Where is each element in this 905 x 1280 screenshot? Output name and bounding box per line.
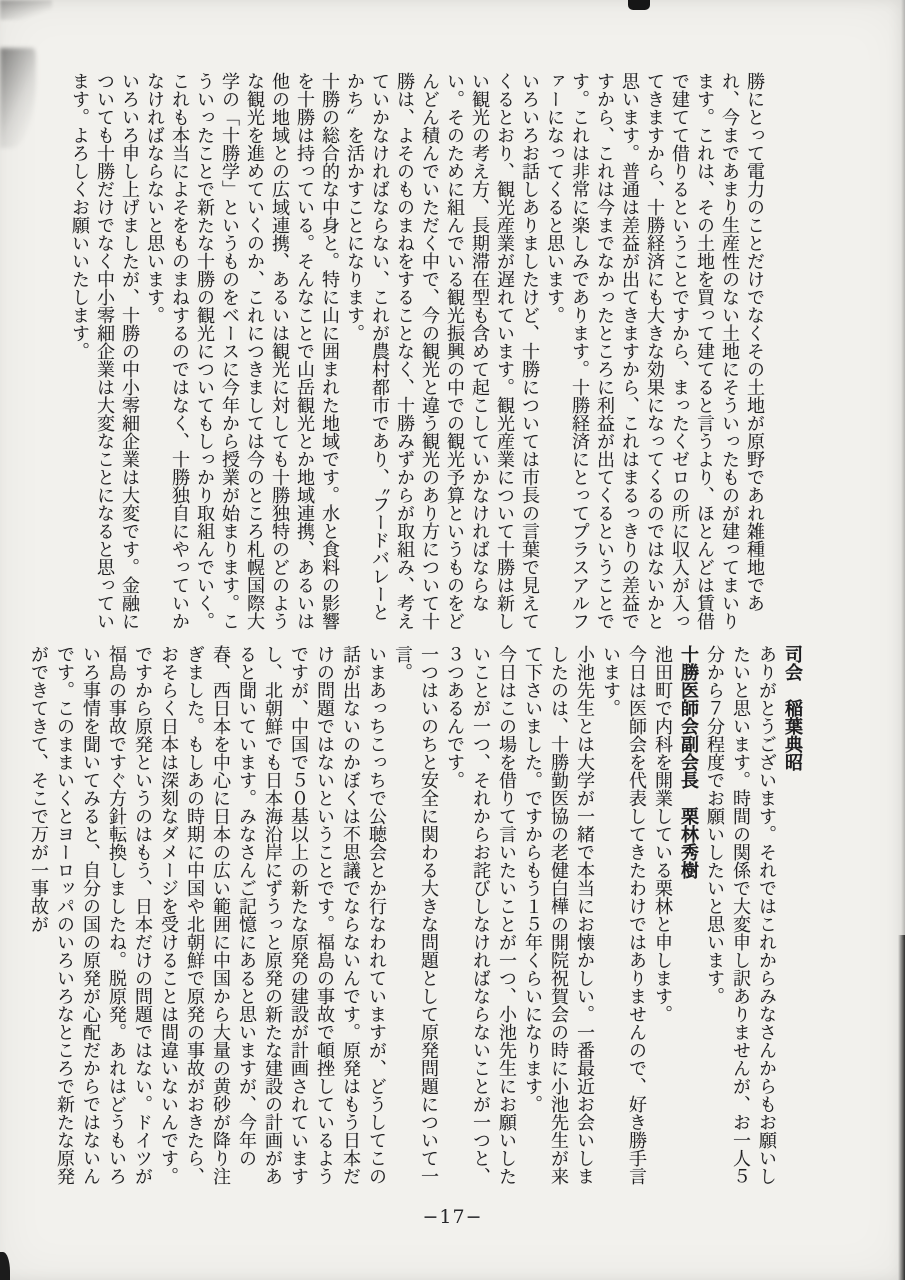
paragraph: 勝にとって電力のことだけでなくその土地が原野であれ雑種地であれ、今まであまり生産性のない土地にそういったものが建ってまいります。これは、その土地を買って建てると言うより、ほとんどは賃借で建てて借りるということですから、まったくゼロの所に収入が入ってきますから、十勝経済にも大きな効果になってくるのではないかと思います。普通は差益が出てきますから、これはまるっきりの差益ですから、これは今までなかったところに利益が出てくるということです。これは非常に楽しみであります。十勝経済にとってプラスアルファーになってくると思います。: [544, 72, 765, 630]
scan-artifact-bottom-left-mark: [0, 1252, 10, 1280]
paragraph: ありがとうございます。それではこれからみなさんからもお願いしたいと思います。時間の関係で大変申し訳ありませんが、お一人５分から７分程度でお願いしたいと思います。: [704, 645, 777, 1185]
scan-artifact-top-left-smudge: [0, 48, 36, 148]
paragraph: いまあっちこっちで公聴会とか行なわれていますが、どうしてこの話が出ないのかぼくは不思議でならないんです。原発はもう日本だけの問題ではないということです。福島の事故で頓挫しているようですが、中国で５０基以上の新たな原発の建設が計画されていますし、北朝鮮でも日本海沿岸にずうっと原発の新たな建設の計画があると聞いています。みなさんご記憶にあると思いますが、今年の春、西日本を中心に日本の広い範囲に中国から大量の黄砂が降り注ぎました。もしあの時期に中国や北朝鮮で原発の事故がおきたら、おそらく日本は深刻なダメージを受けることは間違いないんです。ですから原発というのはもう、日本だけの問題ではない。ドイツが福島の事故ですぐ方針転換しましたね。脱原発。あれはどうもいろいろ事情を聞いてみると、自分の国の原発が心配だからではないんです。このままいくとヨーロッパのいろいろなところで新たな原発ができてきて、そこで万が一事故が: [28, 645, 387, 1185]
paragraph: 一つはいのちと安全に関わる大きな問題として原発問題について一言。: [392, 645, 439, 1185]
paragraph: いろいろ申し上げましたが、十勝の中小零細企業は大変です。金融についても十勝だけでなく中小零細企業は大変なことになると思っています。よろしくお願いいたします。: [69, 72, 140, 630]
paragraph: いろいろお話しありましたけど、十勝については市長の言葉で見えてくるとおり、観光産業が遅れています。観光産業について十勝は新しい観光の考え方、長期滞在型も含めて起こしていかなければならない。そのために組んでいる観光振興の中での観光予算というものをどんどん積んでいただく中で、今の観光と違う観光のあり方について十勝は、よそのものまねをすることなく、十勝みずからが取組み、考えていかなければならない、これが農村都市であり、〝フードバレーとかち〟を活かすことになります。: [344, 72, 540, 630]
bottom-text-block: [28, 645, 805, 1193]
paragraph: 小池先生とは大学が一緒で本当にお懐かしい。一番最近お会いしましたのは、十勝勤医協の老健白樺の開院祝賀会の時に小池先生が来て下さいました。ですからもう１５年くらいになります。: [522, 645, 595, 1185]
scan-artifact-top-mark: [628, 0, 650, 10]
page-number: −17−: [422, 1206, 483, 1228]
paragraph: 今日はこの場を借りて言いたいことが一つ、小池先生にお願いしたいことが一つ、それからお詫びしなければならないことが一つと、３つあるんです。: [444, 645, 517, 1185]
scan-artifact-right-edge-soft: [901, 0, 905, 940]
paragraph: 十勝の総合的な中身と。特に山に囲まれた地域です。水と食料の影響を十勝は持っている。そんなことで山岳観光とか地域連携、あるいは他の地域との広域連携、あるいは観光に対しても十勝独特のどのような観光を進めていくのか、これにつきましては今のところ札幌国際大学の「十勝学」というものをベースに今年から授業が始まります。こういったことで新たな十勝の観光についてもしっかり取組んでいく。これも本当によそをものまねするのではなく、十勝独自にやっていかなければならないと思います。: [144, 72, 340, 630]
scan-artifact-top-left-edge: [0, 0, 52, 20]
paragraph: 池田町で内科を開業している栗林と申します。: [652, 645, 673, 1023]
scan-artifact-right-edge-dark: [898, 935, 905, 1280]
paragraph: 今日は医師会を代表してきたわけではありませんので、好き勝手言います。: [600, 645, 647, 1185]
speaker-heading-moderator: 司会 稲葉典昭: [782, 645, 803, 771]
top-text-block: [69, 72, 767, 638]
speaker-heading-vice-chairman: 十勝医師会副会長 栗林秀樹: [678, 645, 699, 879]
